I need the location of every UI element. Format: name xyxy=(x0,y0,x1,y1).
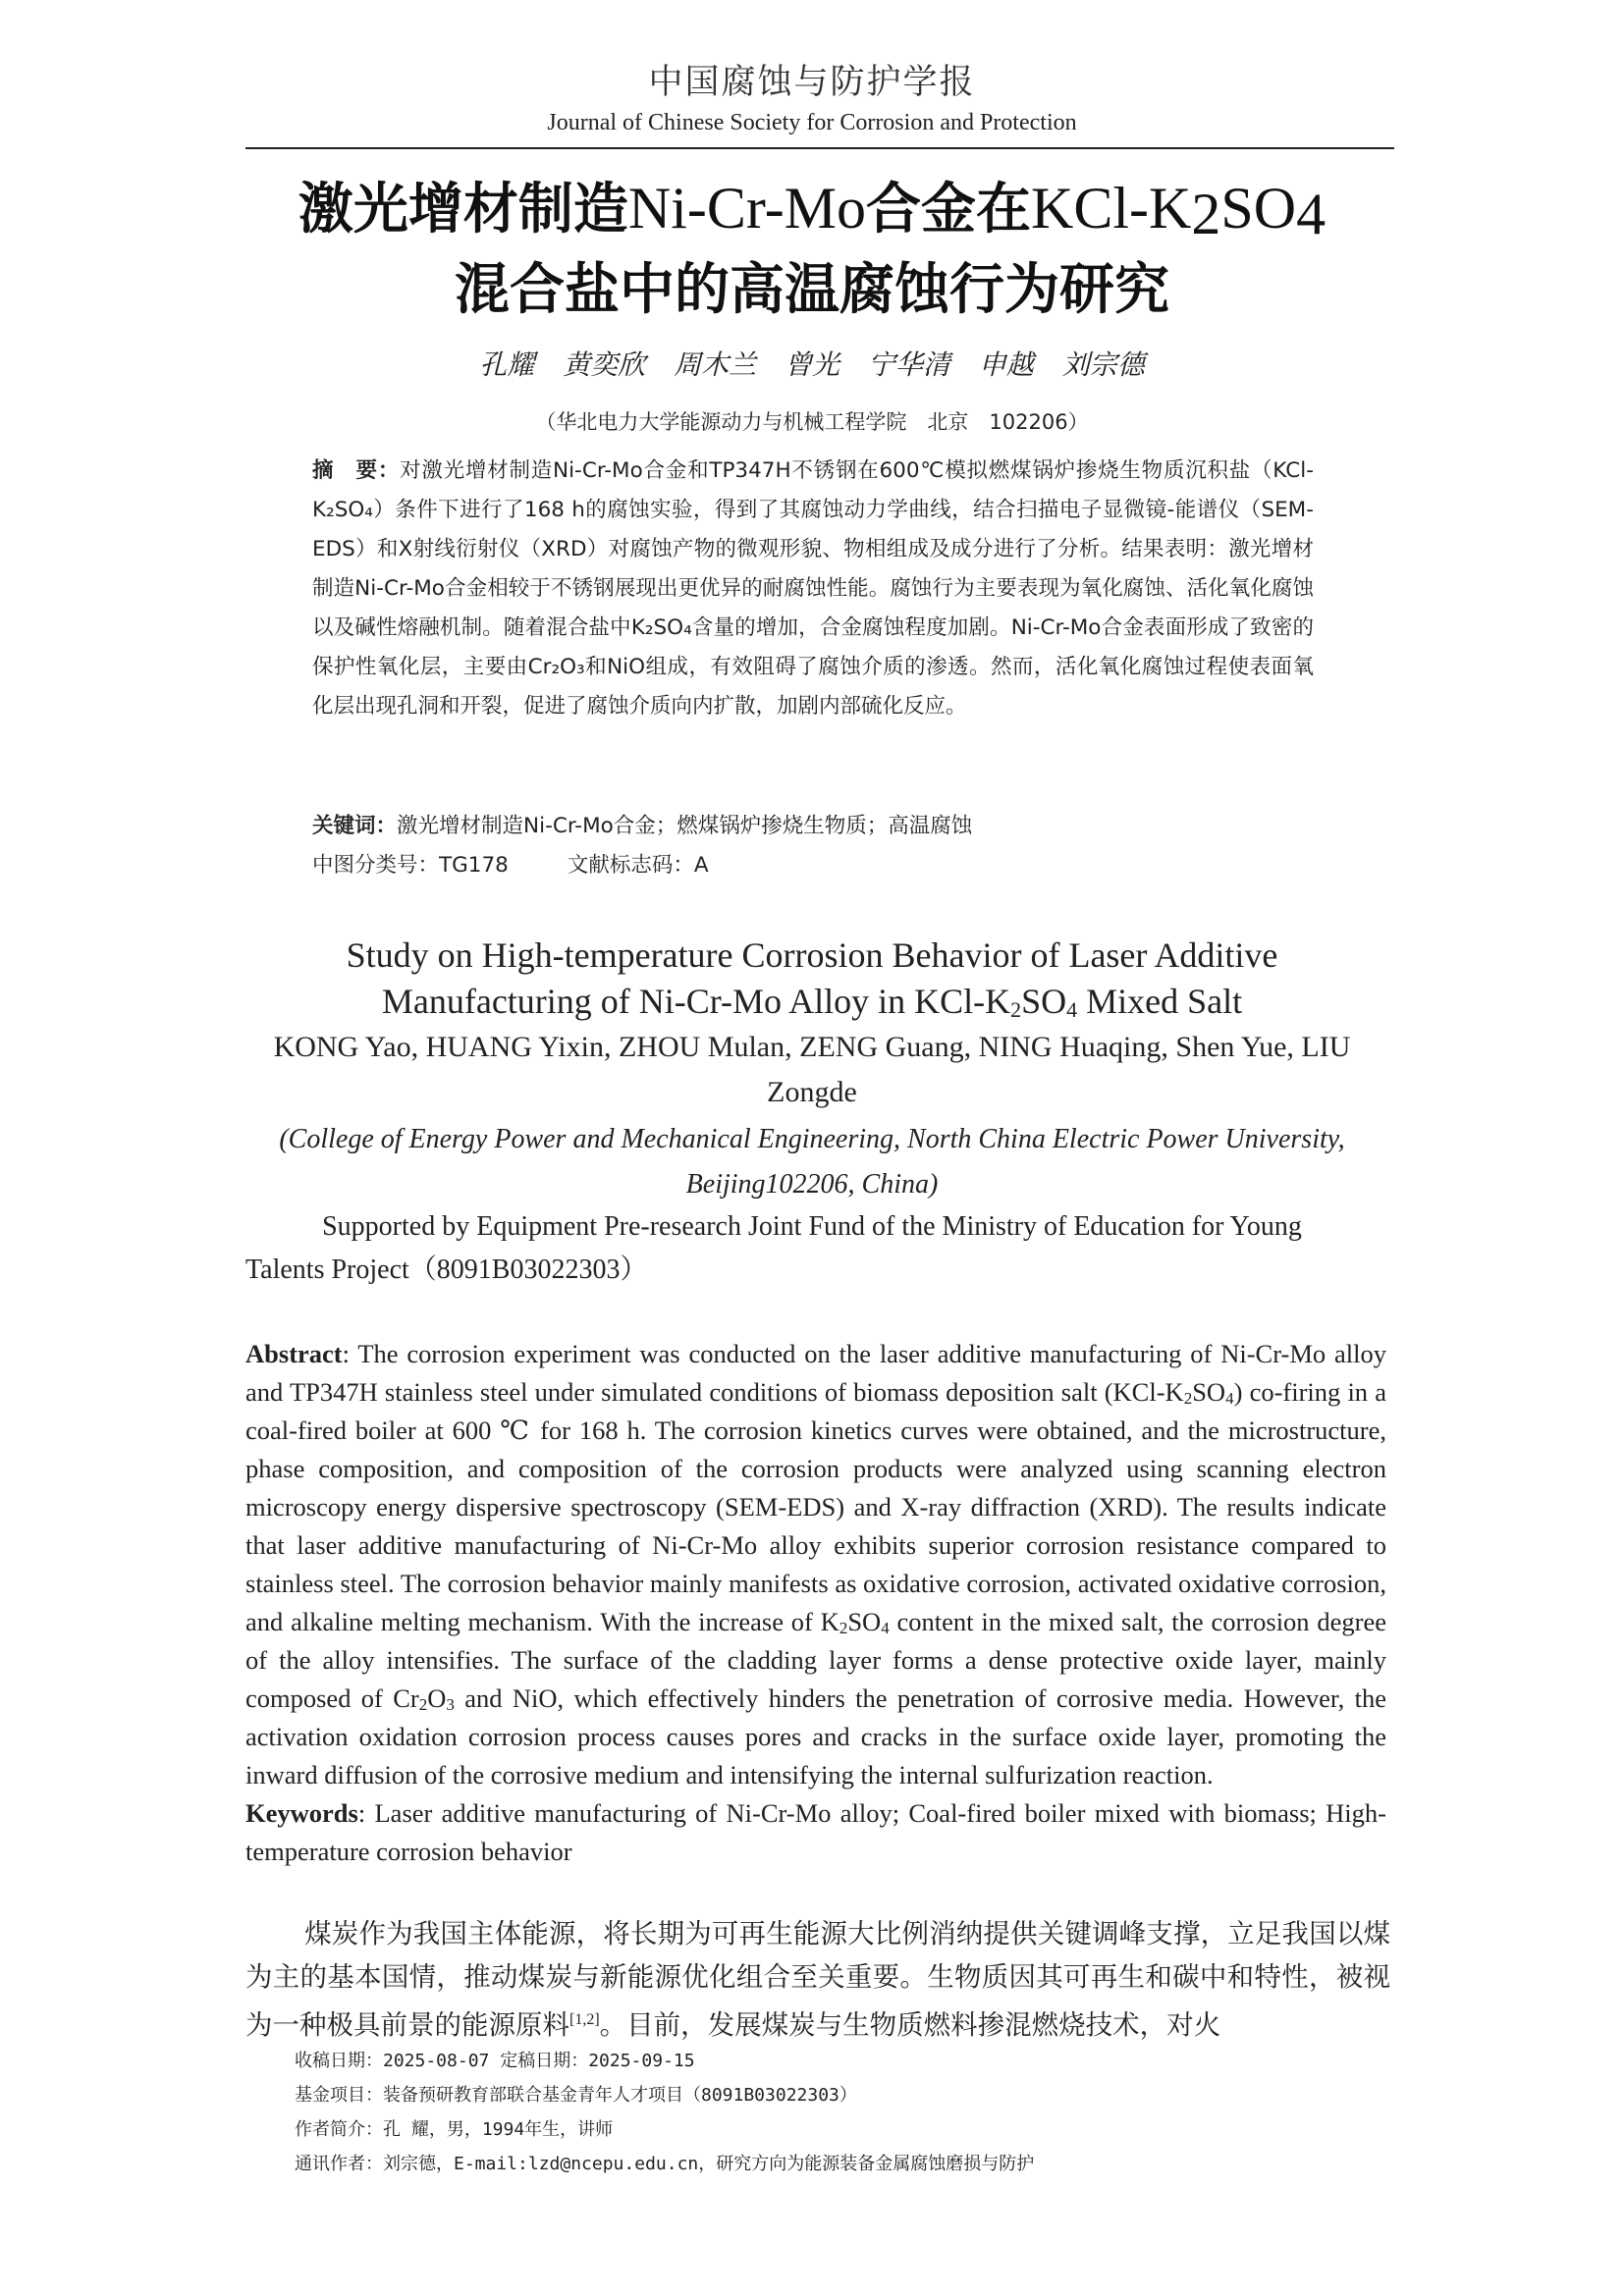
intro-paragraph xyxy=(245,1912,1390,2047)
abstract-en-subscript: 4 xyxy=(881,1619,890,1637)
affiliation-en: (College of Energy Power and Mechanical Engineering, North China Electric Power University, Beijing102206, China) xyxy=(279,1124,1345,1200)
funding-en xyxy=(245,1205,1379,1292)
abstract-en-text: O xyxy=(427,1683,447,1713)
title-cn-part: 激光增材制造 xyxy=(298,178,628,241)
title-en-part: Mixed Salt xyxy=(1077,982,1243,1021)
abstract-en-text: ) co-firing in a coal-fired boiler at 600 ℃ for 168 h. The corrosion kinetics curves were obtained, and the microstructure, phase composition, and composition of the corrosion products were analyzed using scanning electron microscopy energy dispersive spectroscopy (SEM-EDS) and X-ray diffraction (XRD). The results indicate that laser additive manufacturing of Ni-Cr-Mo alloy exhibits superior corrosion resistance compared to stainless steel. The corrosion behavior mainly manifests as oxidative corrosion, activated oxidative corrosion, and alkaline melting mechanism. With the increase of K xyxy=(245,1377,1386,1636)
footnotes xyxy=(295,2044,1375,2181)
abstract-en-subscript: 2 xyxy=(839,1619,848,1637)
funding-en-line2: Talents Project（8091B03022303） xyxy=(245,1255,648,1285)
abstract-en-text: : The corrosion experiment was conducted on the laser additive manufacturing of Ni-Cr-Mo alloy and TP347H stainless steel under simulated conditions of biomass deposition salt (KCl-K xyxy=(245,1339,1386,1407)
clc-number: 中图分类号：TG178 xyxy=(312,853,509,878)
classification-cn xyxy=(312,846,1314,885)
citation-ref[interactable]: [1,2] xyxy=(569,2011,600,2028)
keywords-cn-label: 关键词： xyxy=(312,814,398,838)
abstract-en-subscript: 2 xyxy=(418,1695,428,1714)
abstract-en-text: and NiO, which effectively hinders the penetration of corrosive media. However, the activation oxidation corrosion process causes pores and cracks in the surface oxide layer, promoting the inward diffusion of the corrosive medium and intensifying the internal sulfurization reaction. xyxy=(245,1683,1386,1789)
abstract-en-label: Abstract xyxy=(245,1339,343,1368)
abstract-cn xyxy=(312,452,1314,726)
abstract-en-subscript: 2 xyxy=(1183,1389,1193,1408)
keywords-cn xyxy=(312,807,1314,846)
abstract-cn-text: 对激光增材制造Ni-Cr-Mo合金和TP347H不锈钢在600℃模拟燃煤锅炉掺烧生物质沉积盐（KCl-K₂SO₄）条件下进行了168 h的腐蚀实验，得到了其腐蚀动力学曲线，结合扫描电子显微镜-能谱仪（SEM-EDS）和X射线衍射仪（XRD）对腐蚀产物的微观形貌、物相组成及成分进行了分析。结果表明：激光增材制造Ni-Cr-Mo合金相较于不锈钢展现出更优异的耐腐蚀性能。腐蚀行为主要表现为氧化腐蚀、活化氧化腐蚀以及碱性熔融机制。随着混合盐中K₂SO₄含量的增加，合金腐蚀程度加剧。Ni-Cr-Mo合金表面形成了致密的保护性氧化层，主要由Cr₂O₃和NiO组成，有效阻碍了腐蚀介质的渗透。然而，活化氧化腐蚀过程使表面氧化层出现孔洞和开裂，促进了腐蚀介质向内扩散，加剧内部硫化反应。 xyxy=(312,458,1314,719)
title-cn-subscript: 4 xyxy=(1296,182,1326,246)
title-cn-line1 xyxy=(196,167,1428,255)
abstract-cn-label: 摘 要： xyxy=(312,458,401,483)
title-cn-part: KCl-K xyxy=(1031,176,1192,240)
journal-name-en: Journal of Chinese Society for Corrosion and Protection xyxy=(547,110,1077,135)
title-en-part: Manufacturing of Ni-Cr-Mo Alloy in KCl-K xyxy=(381,982,1011,1021)
title-cn-line2: 混合盐中的高温腐蚀行为研究 xyxy=(455,258,1169,322)
title-en-part: SO xyxy=(1021,982,1067,1021)
keywords-cn-text: 激光增材制造Ni-Cr-Mo合金；燃煤锅炉掺烧生物质；高温腐蚀 xyxy=(397,814,973,838)
authors-cn: 孔耀 黄奕欣 周木兰 曾光 宁华清 申越 刘宗德 xyxy=(479,348,1145,381)
journal-name-cn: 中国腐蚀与防护学报 xyxy=(648,63,976,102)
abstract-en xyxy=(245,1335,1386,1871)
intro-text: 。目前，发展煤炭与生物质燃料掺混燃烧技术，对火 xyxy=(599,2009,1221,2042)
funding-en-line1: Supported by Equipment Pre-research Joint Fund of the Ministry of Education for Young xyxy=(322,1211,1302,1242)
abstract-en-subscript: 4 xyxy=(1225,1389,1234,1408)
footnote-author: 作者简介：孔 耀，男，1994年生，讲师 xyxy=(295,2119,614,2140)
document-code: 文献标志码：A xyxy=(567,853,709,878)
intro-text: 煤炭作为我国主体能源，将长期为可再生能源大比例消纳提供关键调峰支撑，立足我国以煤为主的基本国情，推动煤炭与新能源优化组合至关重要。生物质因其可再生和碳中和特性，被视为一种极具前景的能源原料 xyxy=(245,1918,1390,2042)
footnote-fund: 基金项目：装备预研教育部联合基金青年人才项目（8091B03022303） xyxy=(295,2085,857,2106)
title-en-line1: Study on High-temperature Corrosion Behavior of Laser Additive xyxy=(346,935,1278,975)
abstract-en-text: SO xyxy=(847,1607,882,1636)
title-cn-part: Ni-Cr-Mo xyxy=(627,176,867,240)
abstract-en-text: SO xyxy=(1192,1377,1226,1407)
title-en xyxy=(245,933,1379,1033)
abstract-en-text: content in the mixed salt, the corrosion degree of the alloy intensifies. The surface of the cladding layer forms a dense protective oxide layer, mainly composed of Cr xyxy=(245,1607,1386,1713)
abstract-en-subscript: 3 xyxy=(446,1695,455,1714)
footnote-received: 收稿日期：2025-08-07 定稿日期：2025-09-15 xyxy=(295,2051,695,2071)
title-cn-subscript: 2 xyxy=(1191,182,1221,246)
header-divider xyxy=(245,147,1394,149)
title-cn-part: SO xyxy=(1220,176,1297,240)
footnote-correspondence: 通讯作者：刘宗德，E-mail:lzd@ncepu.edu.cn，研究方向为能源装备金属腐蚀磨损与防护 xyxy=(295,2154,1035,2174)
affiliation-cn: （华北电力大学能源动力与机械工程学院 北京 102206） xyxy=(535,410,1089,434)
title-cn-part: 合金在 xyxy=(866,178,1032,241)
authors-en: KONG Yao, HUANG Yixin, ZHOU Mulan, ZENG Guang, NING Huaqing, Shen Yue, LIU Zongde xyxy=(273,1031,1351,1108)
title-en-subscript: 2 xyxy=(1010,997,1022,1022)
title-en-subscript: 4 xyxy=(1066,997,1078,1022)
keywords-en-text: : Laser additive manufacturing of Ni-Cr-Mo alloy; Coal-fired boiler mixed with biomass; High-temperature corrosion behavior xyxy=(245,1798,1386,1866)
keywords-en-label: Keywords xyxy=(245,1798,358,1828)
